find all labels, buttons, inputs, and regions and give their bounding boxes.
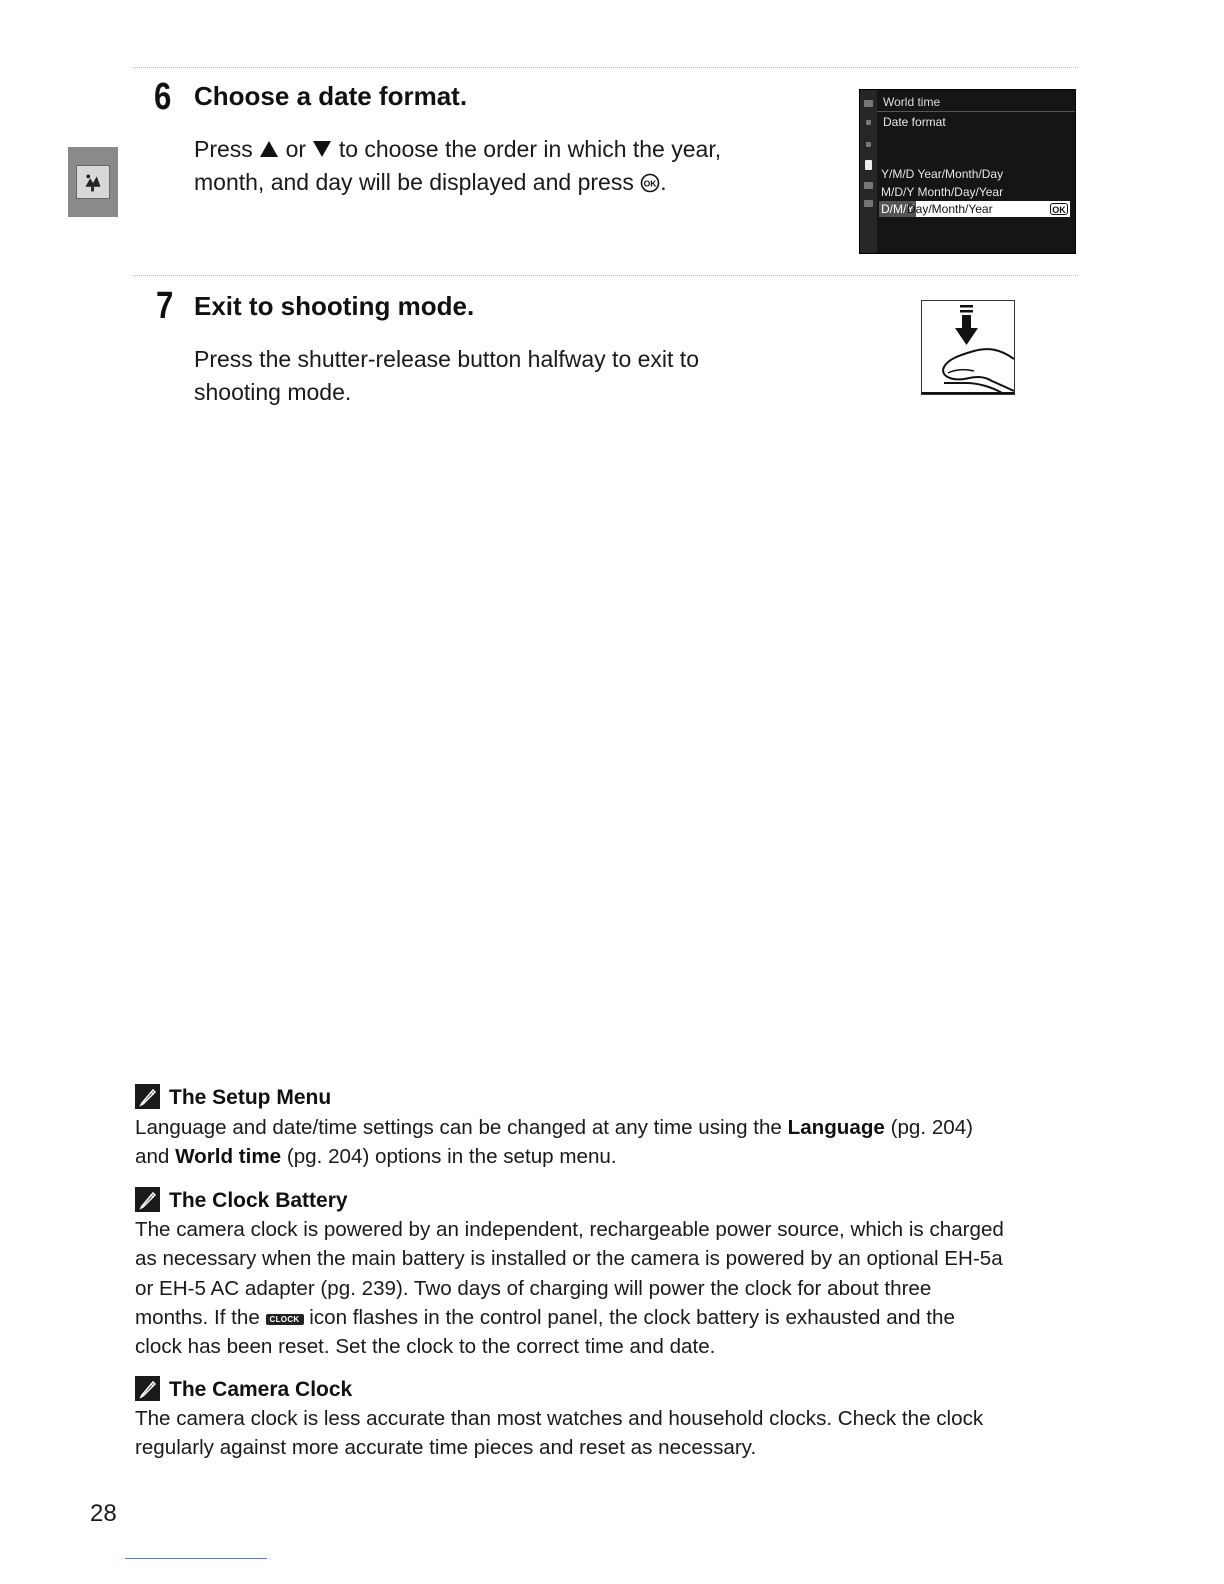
footer-line [125,1558,267,1559]
pencil-note-icon [135,1187,160,1212]
note-camera-clock-body: The camera clock is less accurate than most watches and household clocks. Check the clock regularly against more accurate time pieces and reset as necessary. [135,1407,984,1460]
camera-option-dmy[interactable]: D/M/Y Day/Month/Year OK [879,201,1070,217]
setup-menu-icon [865,160,872,170]
step-6-number: 6 [154,76,172,118]
note-camera-clock-title: The Camera Clock [135,1376,352,1403]
camera-menu-title: Date format [883,115,946,129]
camera-option-ymd[interactable]: Y/M/D Year/Month/Day [881,167,1004,181]
note-setup-menu-title: The Setup Menu [135,1084,331,1111]
section-side-tab [68,147,118,217]
note-clock-battery-body: The camera clock is powered by an independent, rechargeable power source, which is charged as necessary when the main battery is installed or the camera is powered by an optional EH-5a or EH-5 AC adapter (pg. 239). Two days of charging will power the clock for about three months. If the CLOCK icon flashes in the control panel, the clock battery is exhausted and the clock has been reset. Set the clock to the correct time and date. [135,1218,1004,1359]
camera-menu-rail [860,90,877,253]
camera-menu-screen [859,89,1076,254]
step-6-title: Choose a date format. [194,81,468,111]
setup-tab-icon [76,165,110,199]
pencil-note-icon [135,1084,160,1109]
note-setup-menu-body: Language and date/time settings can be changed at any time using the Language (pg. 204) and World time (pg. 204) options in the setup menu. [135,1116,974,1169]
down-triangle-icon [312,140,332,158]
svg-text:OK: OK [643,178,657,189]
step-7-number: 7 [156,285,174,327]
camera-header-divider [877,111,1076,112]
camera-option-mdy[interactable]: M/D/Y Month/Day/Year [881,185,1004,199]
up-triangle-icon [259,140,279,158]
note-clock-battery-title: The Clock Battery [135,1187,348,1214]
playback-menu-icon [864,100,873,107]
ok-badge-icon: OK [1050,203,1068,215]
my-menu-icon [864,200,873,207]
retouch-menu-icon [864,182,873,189]
shooting-menu-icon [866,120,871,125]
step-divider-rule [133,275,1078,276]
pencil-note-icon [135,1376,160,1401]
clock-warning-icon: CLOCK [266,1314,304,1325]
ok-button-icon [640,173,660,193]
camera-menu-header: World time [883,95,941,109]
top-rule [133,67,1078,68]
custom-menu-icon [866,142,871,147]
step-7-body: Press the shutter-release button halfway to exit to shooting mode. [194,346,699,405]
step-7-title: Exit to shooting mode. [194,291,475,321]
step-6-body: Press or to choose the order in which the year, month, and day will be displayed and press OK . [194,136,722,195]
shutter-release-illustration [921,300,1015,395]
page-number: 28 [90,1500,117,1527]
shutter-press-icon [922,301,1014,394]
